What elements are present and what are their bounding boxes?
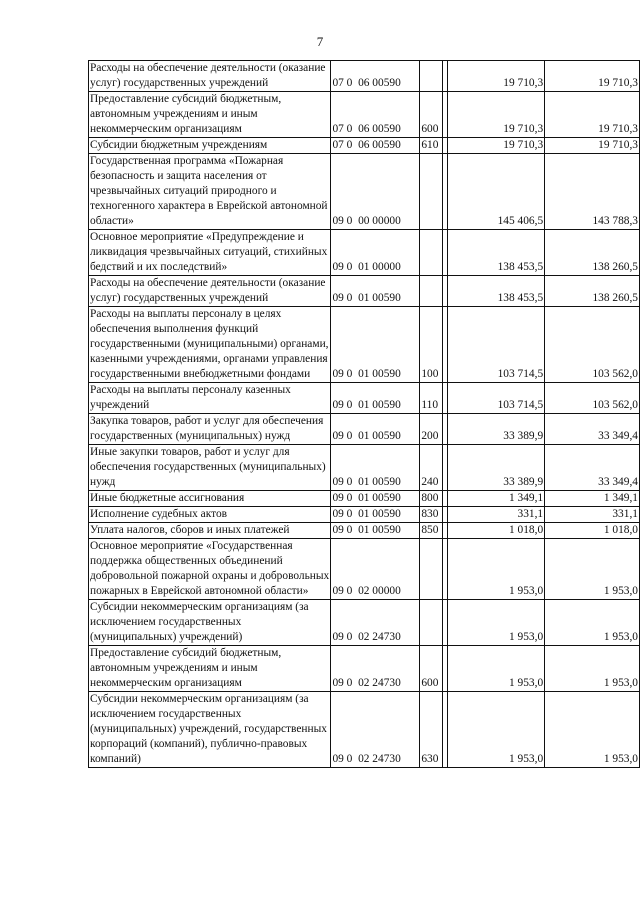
row-name-cell: Предоставление субсидий бюджетным, автономным учреждениям и иным некоммерческим организациям [89,646,331,692]
table-row [89,539,640,600]
row-amount-year1-cell: 33 389,9 [448,445,545,491]
row-amount-year2-cell: 33 349,4 [545,445,640,491]
row-name-cell: Иные бюджетные ассигнования [89,491,331,507]
row-amount-year2-cell: 1 953,0 [545,692,640,768]
row-expense-type-cell [420,600,443,646]
table-row [89,646,640,692]
table-row [89,383,640,414]
row-amount-year1-cell: 19 710,3 [448,92,545,138]
row-amount-year1-cell: 1 349,1 [448,491,545,507]
row-amount-year1-cell: 1 953,0 [448,646,545,692]
row-amount-year2-cell: 103 562,0 [545,383,640,414]
row-expense-type-cell [420,539,443,600]
row-code-cell: 09 0 02 24730 [331,600,420,646]
row-amount-year2-cell: 1 349,1 [545,491,640,507]
row-name-cell: Государственная программа «Пожарная безопасность и защита населения от чрезвычайных ситуаций природного и техногенного характера в Еврейской автономной области» [89,154,331,230]
row-expense-type-cell: 600 [420,92,443,138]
row-code-cell: 09 0 02 24730 [331,692,420,768]
table-row [89,230,640,276]
row-expense-type-cell: 110 [420,383,443,414]
row-expense-type-cell: 850 [420,523,443,539]
table-row [89,445,640,491]
row-code-cell: 09 0 01 00590 [331,523,420,539]
table-row [89,600,640,646]
row-code-cell: 09 0 01 00590 [331,414,420,445]
row-code-cell: 09 0 02 24730 [331,646,420,692]
table-row [89,491,640,507]
row-code-cell: 09 0 00 00000 [331,154,420,230]
row-amount-year1-cell: 1 018,0 [448,523,545,539]
row-code-cell: 09 0 01 00590 [331,276,420,307]
row-code-cell: 09 0 01 00000 [331,230,420,276]
row-expense-type-cell: 800 [420,491,443,507]
table-row [89,307,640,383]
row-amount-year1-cell: 138 453,5 [448,276,545,307]
row-amount-year2-cell: 331,1 [545,507,640,523]
table-row [89,154,640,230]
row-expense-type-cell: 830 [420,507,443,523]
row-code-cell: 09 0 01 00590 [331,307,420,383]
row-amount-year1-cell: 103 714,5 [448,383,545,414]
row-name-cell: Расходы на обеспечение деятельности (оказание услуг) государственных учреждений [89,276,331,307]
row-amount-year2-cell: 103 562,0 [545,307,640,383]
row-expense-type-cell: 240 [420,445,443,491]
row-amount-year2-cell: 19 710,3 [545,138,640,154]
row-amount-year2-cell: 1 953,0 [545,646,640,692]
row-name-cell: Уплата налогов, сборов и иных платежей [89,523,331,539]
row-amount-year1-cell: 103 714,5 [448,307,545,383]
page-number: 7 [316,34,324,49]
row-name-cell: Основное мероприятие «Предупреждение и ликвидация чрезвычайных ситуаций, стихийных бедствий и их последствий» [89,230,331,276]
row-expense-type-cell: 100 [420,307,443,383]
row-name-cell: Субсидии некоммерческим организациям (за исключением государственных (муниципальных) учреждений) [89,600,331,646]
row-amount-year2-cell: 1 953,0 [545,600,640,646]
row-name-cell: Предоставление субсидий бюджетным, автономным учреждениям и иным некоммерческим организациям [89,92,331,138]
row-name-cell: Расходы на обеспечение деятельности (оказание услуг) государственных учреждений [89,61,331,92]
row-amount-year1-cell: 145 406,5 [448,154,545,230]
row-name-cell: Исполнение судебных актов [89,507,331,523]
row-expense-type-cell: 200 [420,414,443,445]
row-code-cell: 07 0 06 00590 [331,92,420,138]
row-name-cell: Иные закупки товаров, работ и услуг для обеспечения государственных (муниципальных) нужд [89,445,331,491]
row-amount-year2-cell: 138 260,5 [545,230,640,276]
row-amount-year1-cell: 331,1 [448,507,545,523]
row-expense-type-cell [420,154,443,230]
table-row [89,692,640,768]
row-name-cell: Расходы на выплаты персоналу казенных учреждений [89,383,331,414]
row-amount-year1-cell: 1 953,0 [448,600,545,646]
budget-table-body [89,61,640,768]
row-code-cell: 07 0 06 00590 [331,138,420,154]
row-name-cell: Закупка товаров, работ и услуг для обеспечения государственных (муниципальных) нужд [89,414,331,445]
row-code-cell: 07 0 06 00590 [331,61,420,92]
row-amount-year2-cell: 19 710,3 [545,61,640,92]
row-amount-year2-cell: 138 260,5 [545,276,640,307]
row-amount-year1-cell: 138 453,5 [448,230,545,276]
row-amount-year1-cell: 33 389,9 [448,414,545,445]
row-name-cell: Расходы на выплаты персоналу в целях обеспечения выполнения функций государственными (муниципальными) органами, казенными учреждениями, органами управления государственными внебюджетными фондами [89,307,331,383]
row-expense-type-cell: 630 [420,692,443,768]
table-row [89,92,640,138]
table-row [89,61,640,92]
table-row [89,414,640,445]
row-code-cell: 09 0 01 00590 [331,507,420,523]
row-name-cell: Основное мероприятие «Государственная поддержка общественных объединений добровольной пожарной охраны и добровольных пожарных в Еврейской автономной области» [89,539,331,600]
table-row [89,138,640,154]
row-expense-type-cell: 610 [420,138,443,154]
row-amount-year1-cell: 1 953,0 [448,539,545,600]
row-amount-year1-cell: 19 710,3 [448,61,545,92]
row-amount-year1-cell: 19 710,3 [448,138,545,154]
row-code-cell: 09 0 02 00000 [331,539,420,600]
table-row [89,276,640,307]
row-amount-year2-cell: 33 349,4 [545,414,640,445]
row-expense-type-cell [420,276,443,307]
row-expense-type-cell: 600 [420,646,443,692]
row-code-cell: 09 0 01 00590 [331,491,420,507]
row-amount-year2-cell: 1 018,0 [545,523,640,539]
table-row [89,523,640,539]
row-amount-year2-cell: 1 953,0 [545,539,640,600]
row-code-cell: 09 0 01 00590 [331,383,420,414]
row-expense-type-cell [420,61,443,92]
row-name-cell: Субсидии бюджетным учреждениям [89,138,331,154]
row-code-cell: 09 0 01 00590 [331,445,420,491]
budget-table [88,60,640,768]
table-row [89,507,640,523]
row-name-cell: Субсидии некоммерческим организациям (за исключением государственных (муниципальных) учреждений, государственных корпораций (компаний), публично-правовых компаний) [89,692,331,768]
row-expense-type-cell [420,230,443,276]
row-amount-year1-cell: 1 953,0 [448,692,545,768]
row-amount-year2-cell: 143 788,3 [545,154,640,230]
row-amount-year2-cell: 19 710,3 [545,92,640,138]
